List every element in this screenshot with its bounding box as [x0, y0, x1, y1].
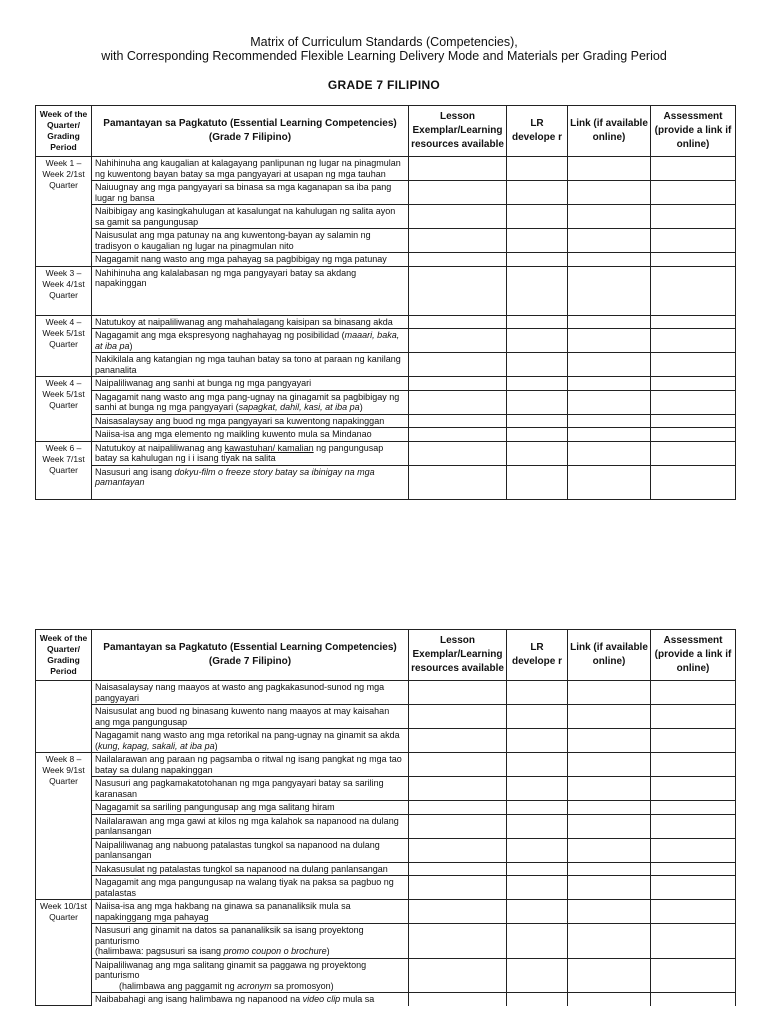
empty-cell: [568, 958, 651, 993]
competency-cell: Nagagamit nang wasto ang mga pahayag sa pagbibigay ng mga patunay: [92, 253, 409, 267]
empty-cell: [651, 777, 736, 801]
empty-cell: [409, 900, 507, 924]
competency-cell: Naipaliliwanag ang mga salitang ginamit sa paggawa ng proyektong panturismo (halimbawa ang paggamit ng acronym sa promosyon): [92, 958, 409, 993]
empty-cell: [507, 993, 568, 1006]
competency-cell: Naiisa-isa ang mga elemento ng maikling kuwento mula sa Mindanao: [92, 428, 409, 442]
table-row: [36, 993, 736, 1006]
empty-cell: [409, 414, 507, 428]
header-link: Link (if available online): [568, 630, 651, 681]
table-row: [36, 465, 736, 499]
empty-cell: [651, 157, 736, 181]
competency-cell: Nakasusulat ng patalastas tungkol sa napanood na dulang panlansangan: [92, 862, 409, 876]
table-row: [36, 229, 736, 253]
empty-cell: [568, 838, 651, 862]
empty-cell: [507, 958, 568, 993]
grade-heading: GRADE 7 FILIPINO: [327, 78, 441, 92]
empty-cell: [409, 205, 507, 229]
empty-cell: [507, 924, 568, 959]
empty-cell: [409, 157, 507, 181]
empty-cell: [507, 157, 568, 181]
empty-cell: [651, 414, 736, 428]
header-lr: LR develope r: [507, 106, 568, 157]
empty-cell: [568, 253, 651, 267]
competency-table-2: [35, 629, 736, 1006]
empty-cell: [409, 862, 507, 876]
empty-cell: [409, 329, 507, 353]
empty-cell: [409, 428, 507, 442]
week-cell: [36, 681, 92, 753]
empty-cell: [568, 377, 651, 391]
empty-cell: [651, 924, 736, 959]
week-cell: Week 10/1st Quarter: [36, 900, 92, 1006]
empty-cell: [568, 181, 651, 205]
week-cell: Week 8 – Week 9/1st Quarter: [36, 753, 92, 900]
empty-cell: [651, 428, 736, 442]
empty-cell: [507, 705, 568, 729]
competency-table-1: [35, 105, 736, 500]
empty-cell: [568, 876, 651, 900]
table-row: [36, 390, 736, 414]
table-row: [36, 801, 736, 815]
empty-cell: [507, 315, 568, 329]
empty-cell: [507, 329, 568, 353]
empty-cell: [507, 353, 568, 377]
table-row: [36, 329, 736, 353]
empty-cell: [507, 253, 568, 267]
competency-cell: Nagagamit nang wasto ang mga retorikal na pang-ugnay na ginamit sa akda (kung, kapag, sakali, at iba pa): [92, 729, 409, 753]
empty-cell: [651, 441, 736, 465]
empty-cell: [507, 414, 568, 428]
empty-cell: [409, 266, 507, 315]
empty-cell: [409, 814, 507, 838]
empty-cell: [651, 958, 736, 993]
empty-cell: [568, 465, 651, 499]
empty-cell: [409, 377, 507, 391]
empty-cell: [651, 253, 736, 267]
empty-cell: [409, 390, 507, 414]
empty-cell: [507, 266, 568, 315]
table-row: [36, 266, 736, 315]
empty-cell: [409, 315, 507, 329]
empty-cell: [568, 428, 651, 442]
empty-cell: [409, 253, 507, 267]
empty-cell: [568, 229, 651, 253]
empty-cell: [651, 181, 736, 205]
empty-cell: [409, 705, 507, 729]
header-lr: LR develope r: [507, 630, 568, 681]
empty-cell: [651, 377, 736, 391]
empty-cell: [409, 353, 507, 377]
competency-cell: Naipaliliwanag ang sanhi at bunga ng mga pangyayari: [92, 377, 409, 391]
header-competency: Pamantayan sa Pagkatuto (Essential Learning Competencies) (Grade 7 Filipino): [92, 106, 409, 157]
empty-cell: [507, 428, 568, 442]
empty-cell: [651, 465, 736, 499]
table-row: [36, 205, 736, 229]
empty-cell: [568, 414, 651, 428]
week-cell: Week 4 – Week 5/1st Quarter: [36, 377, 92, 442]
empty-cell: [651, 876, 736, 900]
empty-cell: [568, 315, 651, 329]
week-cell: Week 4 – Week 5/1st Quarter: [36, 315, 92, 377]
empty-cell: [651, 814, 736, 838]
table-row: [36, 924, 736, 959]
competency-cell: Nagagamit ang mga ekspresyong naghahayag ng posibilidad (maaari, baka, at iba pa): [92, 329, 409, 353]
empty-cell: [507, 862, 568, 876]
empty-cell: [409, 924, 507, 959]
empty-cell: [568, 157, 651, 181]
week-cell: Week 1 – Week 2/1st Quarter: [36, 157, 92, 267]
competency-cell: Naipaliliwanag ang nabuong patalastas tungkol sa napanood na dulang panlansangan: [92, 838, 409, 862]
empty-cell: [651, 993, 736, 1006]
table-row: [36, 315, 736, 329]
competency-cell: Naibabahagi ang isang halimbawa ng napanood na video clip mula sa: [92, 993, 409, 1006]
empty-cell: [409, 229, 507, 253]
empty-cell: [409, 681, 507, 705]
competency-cell: Naisusulat ang mga patunay na ang kuwentong-bayan ay salamin ng tradisyon o kaugalian ng lugar na pinagmulan nito: [92, 229, 409, 253]
competency-cell: Nasusuri ang isang dokyu-film o freeze story batay sa ibinigay na mga pamantayan: [92, 465, 409, 499]
empty-cell: [409, 876, 507, 900]
empty-cell: [568, 390, 651, 414]
empty-cell: [651, 205, 736, 229]
empty-cell: [651, 900, 736, 924]
header-week: Week of the Quarter/ Grading Period: [36, 106, 92, 157]
competency-cell: Naisusulat ang buod ng binasang kuwento nang maayos at may kaisahan ang mga pangungusap: [92, 705, 409, 729]
table-row: [36, 353, 736, 377]
empty-cell: [507, 377, 568, 391]
empty-cell: [568, 205, 651, 229]
empty-cell: [409, 181, 507, 205]
empty-cell: [409, 838, 507, 862]
competency-cell: Nagagamit sa sariling pangungusap ang mga salitang hiram: [92, 801, 409, 815]
empty-cell: [507, 465, 568, 499]
empty-cell: [507, 681, 568, 705]
table-header-row: [36, 106, 736, 157]
table-row: [36, 958, 736, 993]
empty-cell: [409, 801, 507, 815]
empty-cell: [507, 801, 568, 815]
empty-cell: [568, 441, 651, 465]
empty-cell: [507, 777, 568, 801]
empty-cell: [651, 329, 736, 353]
empty-cell: [568, 353, 651, 377]
week-cell: Week 6 – Week 7/1st Quarter: [36, 441, 92, 499]
empty-cell: [409, 465, 507, 499]
table-row: [36, 157, 736, 181]
table-row: [36, 862, 736, 876]
empty-cell: [507, 229, 568, 253]
competency-cell: Nagagamit ang mga pangungusap na walang tiyak na paksa sa pagbuo ng patalastas: [92, 876, 409, 900]
table-row: [36, 428, 736, 442]
table-row: [36, 681, 736, 705]
empty-cell: [651, 838, 736, 862]
table-row: [36, 414, 736, 428]
empty-cell: [651, 801, 736, 815]
empty-cell: [507, 900, 568, 924]
empty-cell: [568, 681, 651, 705]
empty-cell: [409, 777, 507, 801]
table-row: [36, 181, 736, 205]
empty-cell: [409, 729, 507, 753]
empty-cell: [651, 353, 736, 377]
empty-cell: [507, 838, 568, 862]
table-row: [36, 777, 736, 801]
competency-cell: Nagagamit nang wasto ang mga pang-ugnay na ginagamit sa pagbibigay ng sanhi at bunga ng mga pangyayari (sapagkat, dahil, kasi, at iba pa): [92, 390, 409, 414]
document-title-line2: with Corresponding Recommended Flexible Learning Delivery Mode and Materials per Grading Period: [101, 49, 667, 63]
header-lesson: Lesson Exemplar/Learning resources available: [409, 106, 507, 157]
empty-cell: [409, 441, 507, 465]
empty-cell: [568, 900, 651, 924]
empty-cell: [409, 753, 507, 777]
empty-cell: [651, 315, 736, 329]
empty-cell: [507, 814, 568, 838]
empty-cell: [507, 876, 568, 900]
empty-cell: [507, 441, 568, 465]
empty-cell: [651, 729, 736, 753]
competency-cell: Nasusuri ang ginamit na datos sa pananaliksik sa isang proyektong panturismo (halimbawa: pagsusuri sa isang promo coupon o brochure): [92, 924, 409, 959]
table-row: [36, 253, 736, 267]
table-row: [36, 838, 736, 862]
competency-cell: Nahihinuha ang kalalabasan ng mga pangyayari batay sa akdang napakinggan: [92, 266, 409, 315]
empty-cell: [507, 390, 568, 414]
competency-cell: Naiisa-isa ang mga hakbang na ginawa sa pananaliksik mula sa napakinggang mga pahayag: [92, 900, 409, 924]
competency-cell: Naisasalaysay ang buod ng mga pangyayari sa kuwentong napakinggan: [92, 414, 409, 428]
header-lesson: Lesson Exemplar/Learning resources available: [409, 630, 507, 681]
competency-cell: Naiuugnay ang mga pangyayari sa binasa sa mga kaganapan sa iba pang lugar ng bansa: [92, 181, 409, 205]
competency-cell: Naibibigay ang kasingkahulugan at kasalungat na kahulugan ng salita ayon sa gamit sa pangungusap: [92, 205, 409, 229]
table-header-row: [36, 630, 736, 681]
empty-cell: [507, 205, 568, 229]
table-row: [36, 876, 736, 900]
empty-cell: [651, 681, 736, 705]
empty-cell: [409, 993, 507, 1006]
table-row: [36, 814, 736, 838]
header-competency: Pamantayan sa Pagkatuto (Essential Learning Competencies) (Grade 7 Filipino): [92, 630, 409, 681]
empty-cell: [651, 390, 736, 414]
competency-cell: Natutukoy at naipaliliwanag ang kawastuhan/ kamalian ng pangungusap batay sa kahulugan ng i i isang tiyak na salita: [92, 441, 409, 465]
empty-cell: [651, 705, 736, 729]
table-row: [36, 377, 736, 391]
competency-cell: Nasusuri ang pagkamakatotohanan ng mga pangyayari batay sa sariling karanasan: [92, 777, 409, 801]
empty-cell: [507, 753, 568, 777]
header-assessment: Assessment (provide a link if online): [651, 630, 736, 681]
empty-cell: [568, 753, 651, 777]
empty-cell: [568, 266, 651, 315]
competency-cell: Nailalarawan ang mga gawi at kilos ng mga kalahok sa napanood na dulang panlansangan: [92, 814, 409, 838]
table-row: [36, 705, 736, 729]
header-assessment: Assessment (provide a link if online): [651, 106, 736, 157]
empty-cell: [568, 801, 651, 815]
empty-cell: [568, 329, 651, 353]
week-cell: Week 3 – Week 4/1st Quarter: [36, 266, 92, 315]
table-row: [36, 900, 736, 924]
competency-cell: Naisasalaysay nang maayos at wasto ang pagkakasunod-sunod ng mga pangyayari: [92, 681, 409, 705]
empty-cell: [568, 814, 651, 838]
empty-cell: [651, 753, 736, 777]
competency-cell: Nakikilala ang katangian ng mga tauhan batay sa tono at paraan ng kanilang pananalita: [92, 353, 409, 377]
empty-cell: [568, 924, 651, 959]
empty-cell: [507, 181, 568, 205]
empty-cell: [568, 729, 651, 753]
empty-cell: [507, 729, 568, 753]
document-title-line1: Matrix of Curriculum Standards (Competencies),: [250, 35, 518, 49]
empty-cell: [568, 993, 651, 1006]
table-row: [36, 441, 736, 465]
header-week: Week of the Quarter/ Grading Period: [36, 630, 92, 681]
competency-cell: Nailalarawan ang paraan ng pagsamba o ritwal ng isang pangkat ng mga tao batay sa dulang napakinggan: [92, 753, 409, 777]
competency-cell: Natutukoy at naipaliliwanag ang mahahalagang kaisipan sa binasang akda: [92, 315, 409, 329]
empty-cell: [568, 777, 651, 801]
table-row: [36, 729, 736, 753]
table-row: [36, 753, 736, 777]
empty-cell: [568, 862, 651, 876]
header-link: Link (if available online): [568, 106, 651, 157]
empty-cell: [651, 229, 736, 253]
empty-cell: [651, 266, 736, 315]
empty-cell: [568, 705, 651, 729]
empty-cell: [651, 862, 736, 876]
competency-cell: Nahihinuha ang kaugalian at kalagayang panlipunan ng lugar na pinagmulan ng kuwentong bayan batay sa mga pangyayari at usapan ng mga tauhan: [92, 157, 409, 181]
empty-cell: [409, 958, 507, 993]
